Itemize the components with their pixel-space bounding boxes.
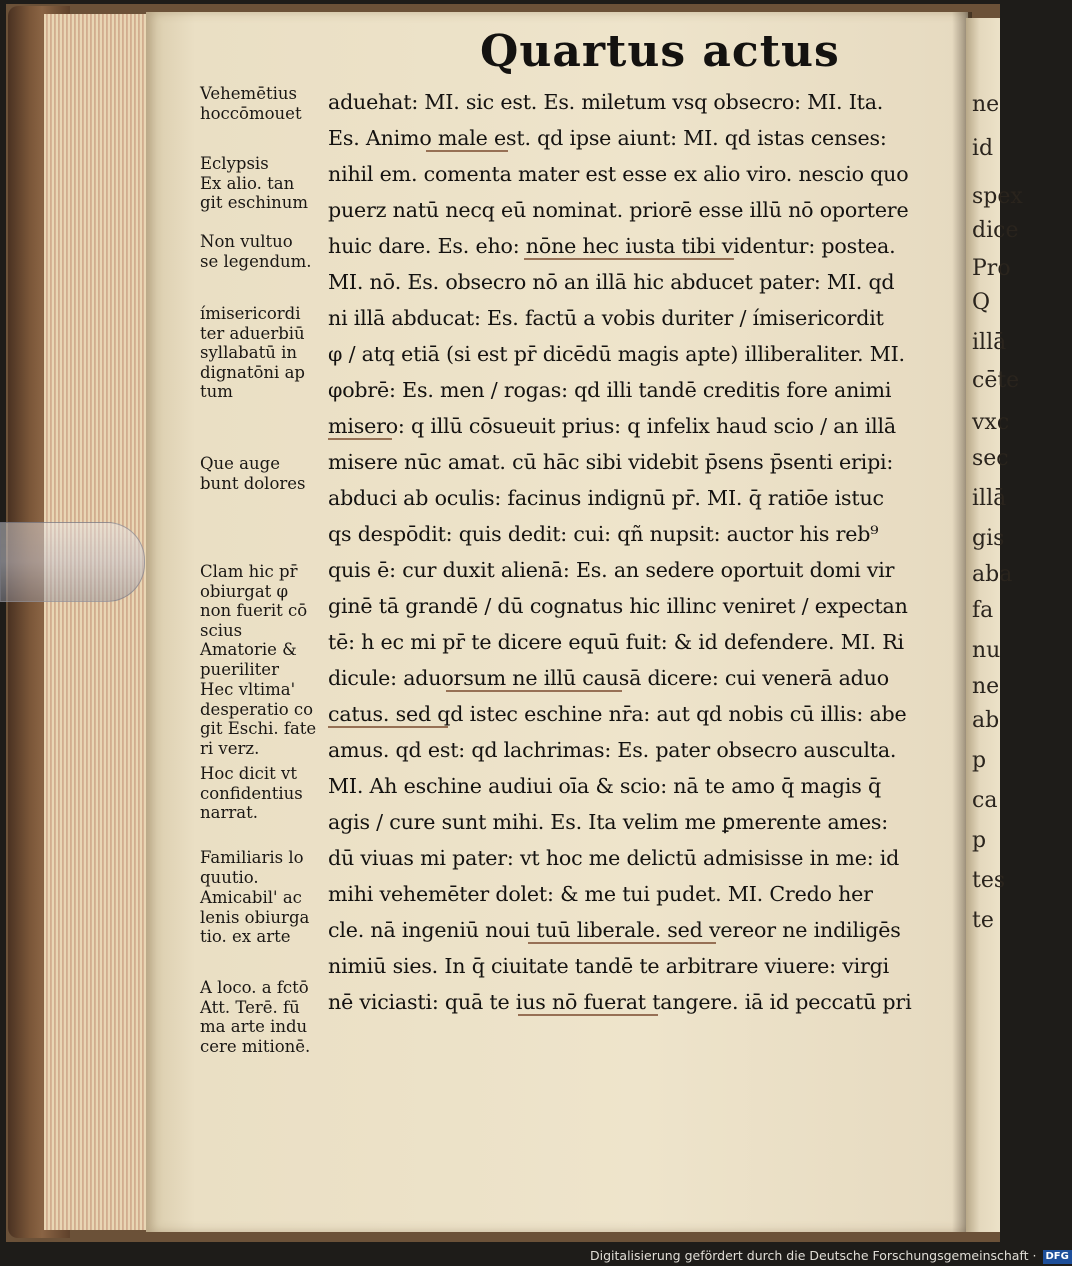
text-line: qs despōdit: quis dedit: cui: qñ nupsit: auctor his reb⁹ (328, 522, 879, 546)
text-line: amus. qd est: qd lachrimas: Es. pater obsecro ausculta. (328, 738, 897, 762)
text-line: φobrē: Es. men / rogas: qd illi tandē creditis fore animi (328, 378, 892, 402)
facing-fragment: Q (972, 290, 991, 315)
book-clamp (0, 522, 145, 602)
facing-fragment: aba (972, 562, 1013, 587)
text-line: misero: q illū cōsueuit prius: q infelix haud scio / an illā (328, 414, 896, 438)
handwritten-underline (528, 942, 716, 944)
facing-fragment: sec (972, 446, 1009, 471)
text-line: ni illā abducat: Es. factū a vobis duriter / ímisericordit (328, 306, 884, 330)
margin-note: Vehemētius hoccōmouet (200, 84, 302, 123)
text-line: MI. Ah eschine audiui oīa & scio: nā te amo q̄ magis q̄ (328, 774, 881, 798)
handwritten-underline (426, 150, 508, 152)
margin-note: Amatorie & pueriliter (200, 640, 297, 679)
dfg-logo: DFG (1043, 1250, 1072, 1264)
margin-notes (200, 82, 328, 1102)
facing-fragment: tes (972, 868, 1006, 893)
page-edges (44, 14, 148, 1230)
facing-fragment: p (972, 748, 987, 773)
facing-fragment: ne (972, 92, 1000, 117)
margin-note: Amicabil' ac lenis obiurga tio. ex arte (200, 888, 310, 946)
handwritten-underline (328, 438, 392, 440)
text-line: aduehat: MI. sic est. Es. miletum vsq obsecro: MI. Ita. (328, 90, 884, 114)
facing-fragment: nu (972, 638, 1001, 663)
text-line: mihi vehemēter dolet: & me tui pudet. MI. Credo her (328, 882, 873, 906)
margin-note: Non vultuo se legendum. (200, 232, 312, 271)
running-head: Quartus actus (480, 26, 840, 77)
text-line: dū viuas mi pater: vt hoc me delictū admisisse in me: id (328, 846, 900, 870)
handwritten-underline (446, 690, 622, 692)
facing-fragment: p (972, 828, 987, 853)
margin-note: ímisericordi ter aduerbiū syllabatū in dignatōni ap tum (200, 304, 305, 401)
text-line: MI. nō. Es. obsecro nō an illā hic abducet pater: MI. qd (328, 270, 895, 294)
facing-fragment: Pro (972, 256, 1011, 281)
facing-page-edge (966, 18, 1023, 1232)
facing-fragment: illā (972, 330, 1007, 355)
text-line: nihil em. comenta mater est esse ex alio viro. nescio quo (328, 162, 909, 186)
footer-credit (590, 1248, 1069, 1266)
text-line: huic dare. Es. eho: nōne hec iusta tibi videntur: postea. (328, 234, 896, 258)
text-line: agis / cure sunt mihi. Es. Ita velim me ꝑmerente ames: (328, 810, 889, 834)
text-line: misere nūc amat. cū hāc sibi videbit p̄sens p̄senti eripi: (328, 450, 894, 474)
facing-fragment: fa (972, 598, 994, 623)
text-line: abduci ab oculis: facinus indignū pr̄. MI. q̄ ratiōe istuc (328, 486, 884, 510)
facing-fragment: spex (972, 184, 1023, 209)
facing-fragment: ab (972, 708, 1000, 733)
text-line: Es. Animo male est. qd ipse aiunt: MI. qd istas censes: (328, 126, 887, 150)
facing-fragment: dice (972, 218, 1019, 243)
text-line: φ / atq etiā (si est pr̄ dicēdū magis apte) illiberaliter. MI. (328, 342, 905, 366)
facing-fragment: te (972, 908, 994, 933)
facing-fragment: cēte (972, 368, 1020, 393)
text-line: tē: h ec mi pr̄ te dicere equū fuit: & id defendere. MI. Ri (328, 630, 904, 654)
footer-text: Digitalisierung gefördert durch die Deutsche Forschungsgemeinschaft · (590, 1248, 1037, 1263)
handwritten-underline (518, 1014, 658, 1016)
margin-note: Que auge bunt dolores (200, 454, 306, 493)
text-line: cle. nā ingeniū noui tuū liberale. sed vereor ne indiligēs (328, 918, 901, 942)
facing-fragment: ca (972, 788, 998, 813)
facing-fragment: ne (972, 674, 1000, 699)
text-line: quis ē: cur duxit alienā: Es. an sedere oportuit domi vir (328, 558, 895, 582)
text-line: dicule: aduorsum ne illū causā dicere: cui venerā aduo (328, 666, 889, 690)
margin-note: Eclypsis Ex alio. tan git eschinum (200, 154, 308, 212)
margin-note: Hoc dicit vt confidentius narrat. (200, 764, 303, 822)
handwritten-underline (328, 726, 448, 728)
facing-fragment: id (972, 136, 994, 161)
handwritten-underline (524, 258, 734, 260)
facing-fragment: vxc (972, 410, 1010, 435)
text-line: puerz natū necq eū nominat. priorē esse illū nō oportere (328, 198, 909, 222)
margin-note: Hec vltima' desperatio co git Eschi. fate ri verz. (200, 680, 317, 758)
facing-fragment: illā (972, 486, 1007, 511)
text-line: nimiū sies. In q̄ ciuitate tandē te arbitrare viuere: virgi (328, 954, 890, 978)
main-text (328, 86, 918, 1096)
facing-fragment: gis (972, 526, 1005, 551)
margin-note: Familiaris lo quutio. (200, 848, 304, 887)
text-line: catus. sed qd istec eschine nr̄a: aut qd nobis cū illis: abe (328, 702, 907, 726)
margin-note: A loco. a fctō Att. Terē. fū ma arte indu cere mitionē. (200, 978, 311, 1056)
text-line: ginē tā grandē / dū cognatus hic illinc veniret / expectan (328, 594, 908, 618)
margin-note: Clam hic pr̄ obiurgat φ non fuerit cō scius (200, 562, 308, 640)
text-line: nē viciasti: quā te ius nō fuerat tangere. iā id peccatū pri (328, 990, 912, 1014)
